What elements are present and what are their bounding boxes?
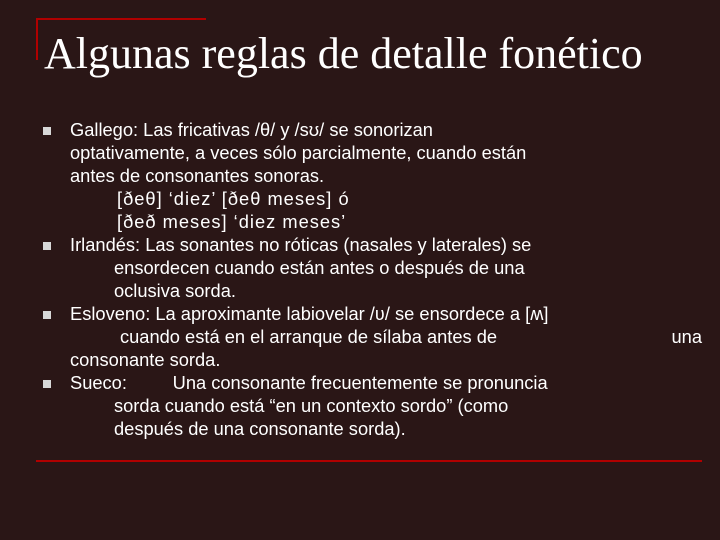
item-text: : La aproximante labiovelar /ʋ/ se ensordece a [ʍ] bbox=[145, 303, 549, 324]
list-item bbox=[40, 233, 704, 302]
item-text: : Las sonantes no róticas (nasales y laterales) se bbox=[135, 234, 532, 255]
item-term: Esloveno bbox=[70, 303, 146, 324]
title-frame-left bbox=[36, 18, 38, 60]
title-frame-top bbox=[36, 18, 206, 20]
bullet-square-icon bbox=[43, 311, 51, 319]
item-text: después de una consonante sorda). bbox=[114, 418, 406, 439]
item-text: : Una consonante frecuentemente se pronuncia bbox=[121, 372, 548, 393]
item-term: Sueco bbox=[70, 372, 122, 393]
bullet-square-icon bbox=[43, 242, 51, 250]
item-text: consonante sorda. bbox=[70, 349, 221, 370]
item-text: una bbox=[671, 326, 702, 347]
bullet-square-icon bbox=[43, 380, 51, 388]
bullet-list bbox=[40, 118, 704, 440]
slide-title: Algunas reglas de detalle fonético bbox=[44, 29, 643, 78]
item-term: Irlandés bbox=[70, 234, 136, 255]
bottom-rule bbox=[36, 460, 702, 462]
list-item bbox=[40, 302, 704, 371]
bullet-square-icon bbox=[43, 127, 51, 135]
item-text: optativamente, a veces sólo parcialmente, cuando están bbox=[70, 142, 527, 163]
item-example: [ðeθ] ‘diez’ [ðeθ meses] ó bbox=[117, 188, 350, 209]
item-text: : Las fricativas /θ/ y /sʊ/ se sonorizan bbox=[133, 119, 433, 140]
item-example: [ðeð meses] ‘diez meses’ bbox=[117, 211, 347, 232]
list-item bbox=[40, 118, 704, 233]
item-text: oclusiva sorda. bbox=[114, 280, 236, 301]
item-text: sorda cuando está “en un contexto sordo” (como bbox=[114, 395, 509, 416]
item-text: cuando está en el arranque de sílaba antes de bbox=[120, 326, 498, 347]
item-text: ensordecen cuando están antes o después de una bbox=[114, 257, 525, 278]
list-item bbox=[40, 371, 704, 440]
item-text: antes de consonantes sonoras. bbox=[70, 165, 325, 186]
item-term: Gallego bbox=[70, 119, 134, 140]
